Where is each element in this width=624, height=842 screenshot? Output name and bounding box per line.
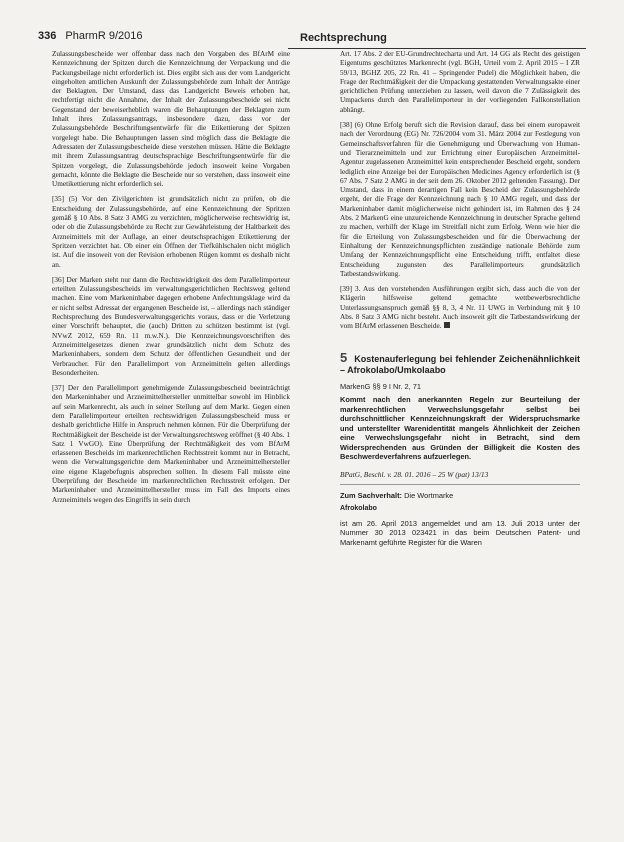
paragraph: Art. 17 Abs. 2 der EU-Grundrechtecharta und Art. 14 GG als Recht des geistigen Eigentums geschütztes Markenrecht (vgl. BGH, Urteil vom 2. April 2015 – I ZR 59/13, BGHZ 205, 22 Rn. 41 – Springender Pudel) die Möglichkeit haben, die Frage der Rechtmäßigkeit der die Umpackung gestattenden Verwaltungsakte einer gerichtlichen Prüfung unterziehen zu lassen, weil davon die 7 Zulässigkeit des Umpackens durch den Parallelimporteur in der vorliegenden Fallkonstellation abhängt. xyxy=(340,50,580,114)
section-title-text: Kostenauferlegung bei fehlender Zeichenähnlichkeit – Afrokolabo/Umkolaabo xyxy=(340,353,580,375)
section-header: Rechtsprechung xyxy=(300,32,387,44)
paragraph: [37] Der den Parallelimport genehmigende Zulassungsbescheid beeinträchtigt den Markeninhaber und Arzneimittelhersteller unmittelbar sowohl im Hinblick auf sein Markenrecht, als auch in seiner Stellung auf dem Markt. Gegen einen dem Parallelimporteur erteilten rechtswidrigen Zulassungsbescheid muss er deshalb gerichtliche Hilfe in Anspruch nehmen können. Für die Überprüfung der Rechtmäßigkeit der Bescheide ist der Verwaltungsrechtsweg eröffnet (§ 40 Abs. 1 Satz 1 VwGO). Eine Überprüfung der Rechtmäßigkeit des vom BfArM erlassenen Bescheids im markenrechtlichen Rechtsstreit kommt nur in Betracht, wenn die Verwaltungsgerichte dem Markeninhaber und Arzneimittelhersteller eine eigene Klagebefugnis absprechen sollten. In diesem Fall müsste eine Überprüfung der Bescheide im markenrechtlichen Rechtsstreit erfolgen. Der Markeninhaber und Arzneimittelhersteller muss im Fall des Imports eines Arzneimittels wegen des Eingriffs in sein durch xyxy=(52,384,290,504)
paragraph: Zulassungsbescheide wer offenbar dass nach den Vorgaben des BfArM eine Kennzeichnung der Spitzen durch die Kennzeichnung der Verpackung und die Packungsbeilage nicht erforderlich ist. Dies ergibt sich aus der vom Landgericht eingeholten amtlichen Auskunft der Zulassungsbehörde zum Inhalt der Anträge der Beklagten. Der Umstand, dass das Landgericht Beweis erhoben hat, rechtfertigt nicht die Annahme, der Inhalt der Zulassungsbescheide sei nicht Gegenstand der beweiserheblich waren die Behauptungen der Beklagten zum Inhalt ihres Zulassungsantrags, insbesondere dazu, dass vor der Zulassungsbehörde Beschriftungsentwürfe für die Etikettierung der Spitzen vorgelegt habe. Die Behauptungen lassen sind möglich dass die Beklagte die Adressaten der Zulassungsbescheide diese verstehen müssen. Hätte die Beklagte mit ihrem Zulassungsantrag deutschsprachige Beschriftungsentwürfe für die Spitzen vorgelegt, die Zulassungsbehörde jedoch insoweit keine Vorgaben gemacht, könnte die Beklagte die Bescheide nur so verstehen, dass insoweit eine Umetikettierung nicht erforderlich sei. xyxy=(52,50,290,189)
paragraph xyxy=(340,285,580,331)
leitsatz: Kommt nach den anerkannten Regeln zur Beurteilung der markenrechtlichen Verwechslungsgefahr selbst bei durchschnittlicher Kennzeichnungskraft der Widerspruchsmarke und unterstellter Warenidentität mangels Ähnlichkeit der Zeichen eine Verwechslungsgefahr nicht in Betracht, sind dem Widersprechenden aus Gründen der Billigkeit die Kosten des Beschwerdeverfahrens aufzuerlegen. xyxy=(340,394,580,462)
right-column xyxy=(340,50,580,551)
sachverhalt xyxy=(340,491,580,500)
left-column xyxy=(52,50,290,511)
paragraph: [35] (5) Vor den Zivilgerichten ist grundsätzlich nicht zu prüfen, ob die Entscheidung der Zulassungsbehörde, auf eine Kennzeichnung der Spritzen gemäß § 10 Abs. 8 Satz 3 AMG zu verzichten, möglicherweise rechtswidrig ist, oder ob die Zulassungsbehörde zu Recht zur Gewährleistung der Haltbarkeit des Arzneimittels mit der Auflage, an einer deutschsprachigen Etikettierung der Spritzen verzichtet hat. Ob einer ein Öffnen der Tiefkühlschalen nicht möglich ist. Auf die insoweit von der Revision erhobenen Rügen kommt es deshalb nicht an. xyxy=(52,195,290,269)
legal-norm: MarkenG §§ 9 I Nr. 2, 71 xyxy=(340,381,421,391)
paragraph: [38] (6) Ohne Erfolg beruft sich die Revision darauf, dass bei einem europaweit nach der Verordnung (EG) Nr. 726/2004 vom 31. März 2004 zur Festlegung von Gemeinschaftsverfahren für die Genehmigung und Überwachung von Human- und Tierarzneimitteln und zur Errichtung einer Europäischen Arzneimittel-Agentur zugelassenen Arzneimittel kein entsprechender Bescheid ergeht, sondern lediglich eine Anzeige bei der Europäischen Medicines Agency erforderlich ist (§ 67 Abs. 7 Satz 2 AMG in der seit dem 26. Oktober 2012 geltenden Fassung). Der Umstand, dass in einem derartigen Fall kein Bescheid der Zulassungsbehörde ergeht, der die Frage der Kennzeichnung nach § 10 AMG regelt, und dass der Markeninhaber damit möglicherweise nicht gehindert ist, im Rahmen des § 24 Abs. 2 MarkenG eine unzureichende Kennzeichnung in deutscher Sprache geltend zu machen, verhilft der Klage im Streitfall nicht zum Erfolg. Wenn wie hier die für die Erteilung von Zulassungsbescheiden und für die Überwachung der Einhaltung der Kennzeichnungspflichten zuständige nationale Behörde zum Umfang der Kennzeichnungspflicht eine Entscheidung trifft, entfaltet diese Entscheidung zugunsten des Parallelimporteurs grundsätzlich Tatbestandswirkung. xyxy=(340,121,580,278)
section-number: 5 xyxy=(340,349,348,365)
section-title xyxy=(340,349,580,376)
sachverhalt-intro: Die Wortmarke xyxy=(404,491,454,501)
end-mark xyxy=(444,322,450,328)
decision-section xyxy=(340,349,580,547)
page-header xyxy=(38,28,586,48)
paragraph: [36] Der Marken steht nur dann die Rechtswidrigkeit des dem Parallelimporteur erteilten Zulassungsbescheids im verwaltungsgerichtlichen Rechtsweg geltend machen. Eine vom Markeninhaber dagegen erhobene Anfechtungsklage wird da er nicht selbst Adressat der ergangenen Bescheide ist, – allerdings nach ständiger Rechtsprechung des Bundesverwaltungsgerichts voraus, dass er die Verletzung einer Vorschrift behauptet, die (auch) Dritten zu schützen bestimmt ist (vgl. NVwZ 2012, 659 Rn. 11 m.w.N.). Die Kennzeichnungsvorschriften des Arzneimittelgesetzes dienen zwar grundsätzlich nicht dem Schutz des Markeninhabers, sondern dem Schutz der öffentlichen Gesundheit und der Verbraucher. Für den Parallelimport von Arzneimitteln gelten allerdings Besonderheiten. xyxy=(52,275,290,377)
word-mark: Afrokolabo xyxy=(340,504,377,512)
sachverhalt-text: ist am 26. April 2013 angemeldet und am 13. Juli 2013 unter der Nummer 30 2013 023421 in das beim Deutschen Patent- und Markenamt geführte Register für die Waren xyxy=(340,518,580,547)
header-rule xyxy=(288,48,586,49)
page-number: 336 xyxy=(38,30,57,42)
journal-name: PharmR 9/2016 xyxy=(65,30,143,42)
sachverhalt-heading: Zum Sachverhalt: xyxy=(340,491,403,501)
header-left xyxy=(38,30,142,42)
paragraph-text: [39] 3. Aus den vorstehenden Ausführungen ergibt sich, dass auch die von der Klägerin hilfsweise geltend gemachte wettbewerbsrechtliche Unterlassungsanspruch gemäß §§ 8, 3, 4 Nr. 11 UWG in Verbindung mit § 10 Abs. 8 Satz 3 AMG nicht besteht. Auch insoweit gilt die Tatbestandswirkung der vom BfArM erlassenen Bescheide. xyxy=(340,285,580,331)
court-citation: BPatG, Beschl. v. 28. 01. 2016 – 25 W (pat) 13/13 xyxy=(340,470,580,485)
